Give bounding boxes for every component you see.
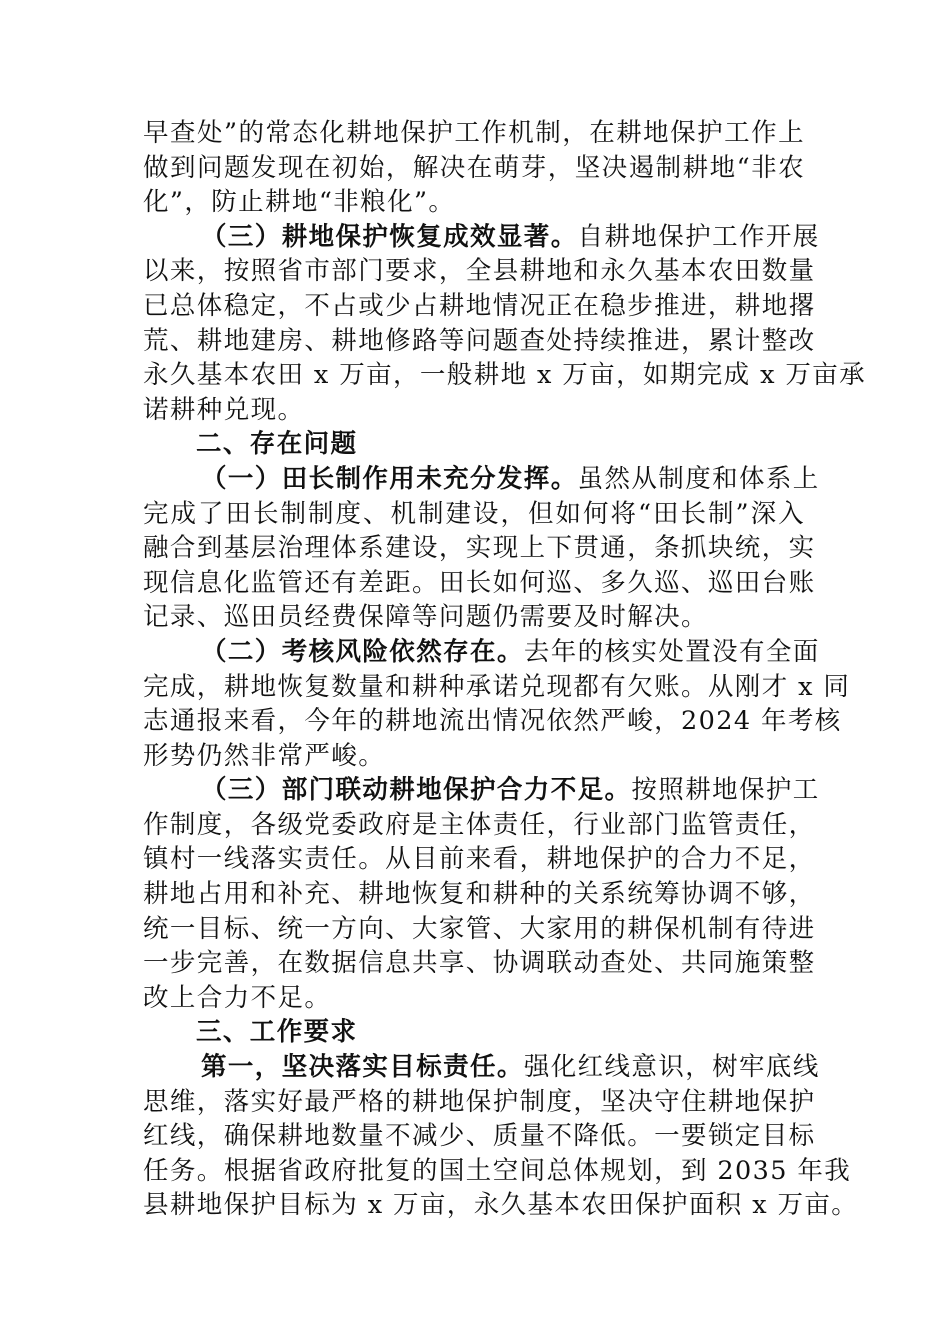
text-line: 耕地占用和补充、耕地恢复和耕种的关系统筹协调不够， — [143, 879, 816, 910]
text-line: 思维，落实好最严格的耕地保护制度，坚决守住耕地保护 — [143, 1086, 816, 1117]
text-line: 完成了田长制制度、机制建设，但如何将“田长制”深入 — [143, 498, 805, 529]
text-line: 化”，防止耕地“非粮化”。 — [143, 187, 456, 218]
text-line: 改上合力不足。 — [143, 982, 332, 1013]
paragraph-p5 — [143, 773, 820, 1015]
text-line: 志通报来看，今年的耕地流出情况依然严峻，2024 年考核 — [143, 706, 842, 737]
paragraph-p2 — [143, 220, 867, 428]
text-line: 作制度，各级党委政府是主体责任，行业部门监管责任， — [143, 809, 816, 840]
text-line: 统一目标、统一方向、大家管、大家用的耕保机制有待进 — [143, 913, 816, 944]
paragraph-p1 — [143, 116, 805, 220]
text-line: 永久基本农田 x 万亩，一般耕地 x 万亩，如期完成 x 万亩承 — [143, 360, 867, 391]
text-line-first — [143, 635, 820, 670]
text-line: 镇村一线落实责任。从目前来看，耕地保护的合力不足， — [143, 844, 816, 875]
paragraph-lead: （二）考核风险依然存在。 — [201, 636, 524, 667]
heading-text: 三、工作要求 — [196, 1017, 358, 1048]
text-line: 荒、耕地建房、耕地修路等问题查处持续推进，累计整改 — [143, 325, 816, 356]
paragraph-p3 — [143, 462, 820, 635]
paragraph-p4 — [143, 635, 851, 773]
text-line-first — [143, 462, 820, 497]
text-line: 红线，确保耕地数量不减少、质量不降低。一要锁定目标 — [143, 1121, 816, 1152]
paragraph-lead: （三）部门联动耕地保护合力不足。 — [201, 775, 632, 806]
text-line: 完成，耕地恢复数量和耕种承诺兑现都有欠账。从刚才 x 同 — [143, 671, 851, 702]
text-line-first — [143, 1050, 820, 1085]
paragraph-lead: 第一，坚决落实目标责任。 — [201, 1052, 524, 1083]
paragraph-p6 — [143, 1050, 859, 1223]
text-line-first — [143, 773, 820, 808]
text-line: 诺耕种兑现。 — [143, 394, 305, 425]
text-line: 以来，按照省市部门要求，全县耕地和永久基本农田数量 — [143, 256, 816, 287]
text-line: 融合到基层治理体系建设，实现上下贯通，条抓块统，实 — [143, 533, 816, 564]
text-line: 形势仍然非常严峻。 — [143, 740, 386, 771]
paragraph-text: 虽然从制度和体系上 — [577, 463, 820, 494]
text-line: 早查处”的常态化耕地保护工作机制，在耕地保护工作上 — [143, 118, 805, 148]
text-line: 已总体稳定，不占或少占耕地情况正在稳步推进，耕地撂 — [143, 290, 816, 321]
section-heading — [143, 1015, 805, 1050]
paragraph-text: 按照耕地保护工 — [631, 775, 820, 806]
text-line: 做到问题发现在初始，解决在萌芽，坚决遏制耕地“非农 — [143, 152, 805, 183]
paragraph-lead: （三）耕地保护恢复成效显著。 — [201, 221, 578, 252]
paragraph-lead: （一）田长制作用未充分发挥。 — [201, 463, 578, 494]
paragraph-text: 去年的核实处置没有全面 — [523, 636, 820, 667]
document-body — [143, 116, 867, 1223]
paragraph-text: 强化红线意识，树牢底线 — [523, 1052, 820, 1083]
text-line: 县耕地保护目标为 x 万亩，永久基本农田保护面积 x 万亩。 — [143, 1190, 859, 1221]
text-line: 任务。根据省政府批复的国土空间总体规划，到 2035 年我 — [143, 1155, 852, 1186]
text-line: 记录、巡田员经费保障等问题仍需要及时解决。 — [143, 602, 708, 633]
text-line-first — [143, 220, 820, 255]
heading-text: 二、存在问题 — [196, 429, 358, 460]
text-line: 现信息化监管还有差距。田长如何巡、多久巡、巡田台账 — [143, 567, 816, 598]
section-heading — [143, 427, 805, 462]
paragraph-text: 自耕地保护工作开展 — [577, 221, 820, 252]
text-line: 一步完善，在数据信息共享、协调联动查处、共同施策整 — [143, 948, 816, 979]
